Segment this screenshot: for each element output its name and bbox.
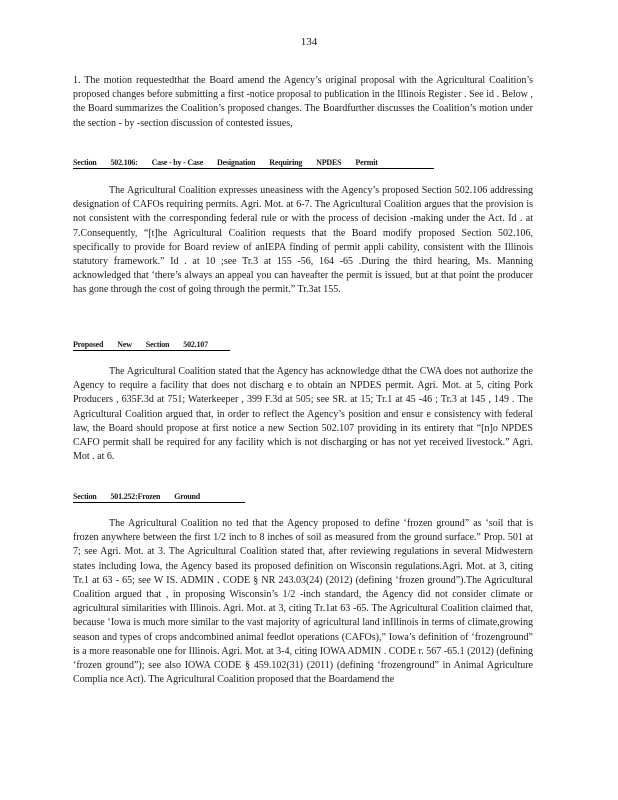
- heading-word: 502.107: [183, 340, 208, 349]
- section-heading-502-107: [73, 340, 230, 351]
- page-number: 134: [300, 36, 318, 48]
- section-body-501-252: The Agricultural Coalition no ted that the Agency proposed to define ‘frozen ground” as ‘soil that is frozen anywhere between the first 1/2 inch to 8 inches of soil as measured from the ground surface.” Prop. 501 at 7; see Agri. Mot. at 3. The Agricultural Coalition stated that, after reviewing regulations in several Midwestern states including Iowa, the Agency based its proposed definition on Wisconsin regulations.Agri. Mot. at 3, citing Tr.1 at 63 - 65; see W IS. ADMIN . CODE § NR 243.03(24) (2012) (defining ‘frozen ground”).The Agricultural Coalition argued that , in proposing Wisconsin’s 1/2 -inch standard, the Agency did not consider climate or agricultural similarities with Illinois. Agri. Mot. at 3, citing Tr.1at 63 -65. The Agricultural Coalition claimed that, because ‘Iowa is much more similar to the vast majority of agricultural land inIllinois in terms of climate,growing season and types of crops andcombined animal feedlot operations (CAFOs),” Iowa’s definition of ‘frozenground” is a more reasonable one for Illinois. Agri. Mot. at 3-4, citing IOWA ADMIN . CODE r. 567 -65.1 (2012) (defining ‘frozen ground”); see also IOWA CODE § 459.102(31) (2011) (defining ‘frozenground” in Animal Agriculture Complia nce Act). The Agricultural Coalition proposed that the Boardamend the: [73, 518, 533, 686]
- heading-word: Proposed: [73, 340, 104, 349]
- heading-word: Section: [73, 158, 97, 167]
- heading-word: Case - by - Case: [151, 158, 204, 167]
- section-body-502-107: The Agricultural Coalition stated that the Agency has acknowledge dthat the CWA does not authorize the Agency to require a facility that does not discharg e to obtain an NPDES permit. Agri. Mot. at 5, citing Pork Producers , 635F.3d at 751; Waterkeeper , 399 F.3d at 505; see SR. at 15; Tr.1 at 45 -46 ; Tr.3 at 145 , 149 . The Agricultural Coalition argued that, in order to reflect the Agency’s position and ensur e consistency with federal law, the Board should propose at first notice a new Section 502.107 providing in its entirety that “[n]o NPDES CAFO permit shall be required for any facility which is not discharging or has not yet received livestock.” Agri. Mot . at 6.: [73, 366, 533, 463]
- heading-word: Ground: [174, 492, 200, 501]
- heading-word: 501.252:Frozen: [110, 492, 161, 501]
- heading-word: Permit: [355, 158, 378, 167]
- section-heading-501-252: [73, 492, 245, 503]
- section-heading-502-106: [73, 158, 434, 169]
- heading-word: 502.106:: [110, 158, 138, 167]
- section-body-502-106: The Agricultural Coalition expresses uneasiness with the Agency’s proposed Section 502.106 addressing designation of CAFOs requiring permits. Agri. Mot. at 6-7. The Agricultural Coalition argues that the provision is not consistent with the corresponding federal rule or with the process of decision -making under the Act. Id . at 7.Consequently, “[t]he Agricultural Coalition requests that the Board modify proposed Section 502.106, specifically to provide for Board review of anIEPA finding of permit appli cability, consistent with the Illinois statutory framework.” Id . at 10 ;see Tr.3 at 155 -56, 164 -65 .During the third hearing, Ms. Manning acknowledged that ‘there’s always an appeal you can haveafter the permit is issued, but at that point the producer has gone through the cost of going through the permit.” Tr.3at 155.: [73, 185, 533, 296]
- heading-word: Requiring: [269, 158, 303, 167]
- heading-word: Section: [73, 492, 97, 501]
- intro-paragraph: 1. The motion requestedthat the Board amend the Agency’s original proposal with the Agricultural Coalition’s proposed changes before submitting a first -notice proposal to publication in the Illinois Register . See id . Below , the Board summarizes the Coalition’s proposed changes. The Boardfurther discusses the Coalition’s motion under the section - by -section discussion of contested issues,: [73, 75, 533, 129]
- heading-word: Section: [145, 340, 170, 349]
- heading-word: New: [117, 340, 132, 349]
- heading-word: NPDES: [316, 158, 342, 167]
- heading-word: Designation: [217, 158, 256, 167]
